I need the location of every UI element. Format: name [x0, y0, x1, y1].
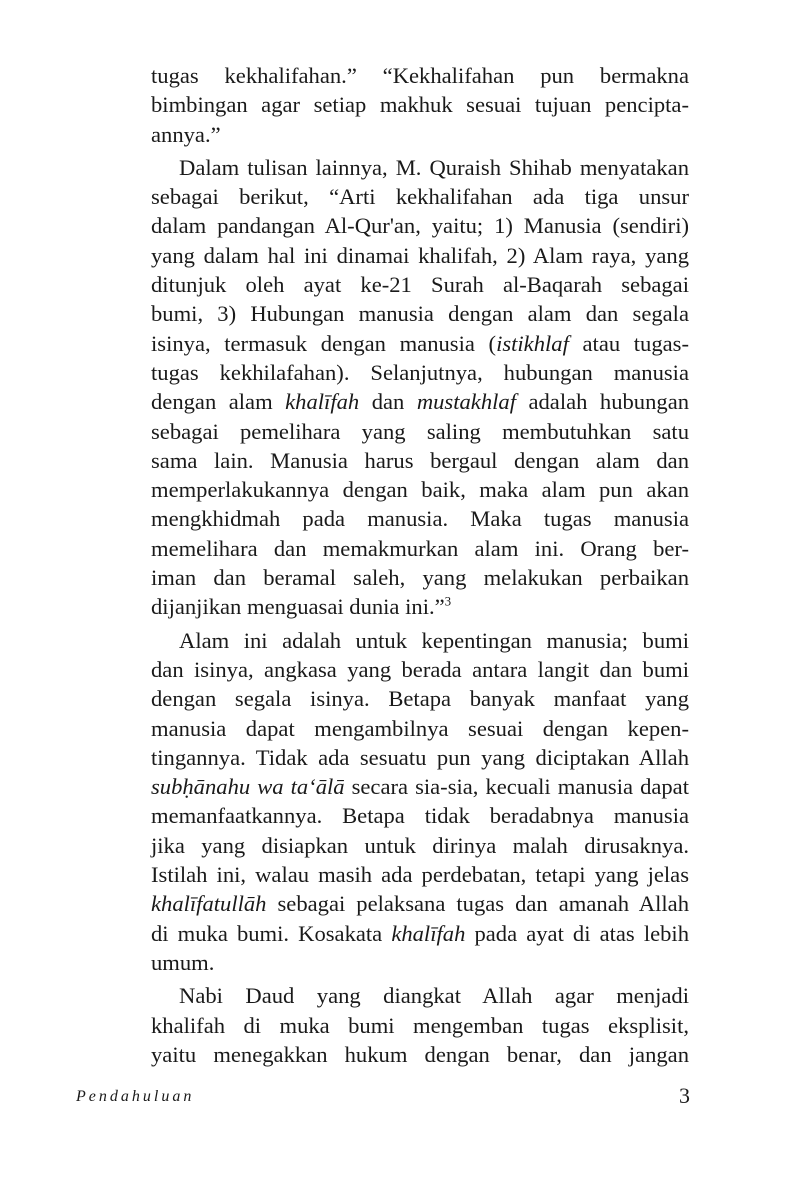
- text-line: [151, 329, 689, 358]
- text-segment: jika yang disiapkan untuk dirinya malah dirusaknya.: [151, 832, 689, 858]
- text-line: [151, 981, 689, 1010]
- paragraph-2: [151, 153, 689, 622]
- text-line: [151, 61, 689, 90]
- text-segment: memelihara dan memakmurkan alam ini. Orang ber-: [151, 535, 689, 561]
- body-text: [151, 61, 689, 1069]
- text-segment: isinya, termasuk dengan manusia (: [151, 330, 497, 356]
- text-line: [151, 1040, 689, 1069]
- text-segment: Nabi Daud yang diangkat Allah agar menjadi: [179, 983, 689, 1009]
- running-footer-section: Pendahuluan: [76, 1088, 195, 1105]
- text-segment: bumi, 3) Hubungan manusia dengan alam dan segala: [151, 301, 689, 327]
- text-line: [151, 684, 689, 713]
- text-segment: dan: [359, 389, 417, 415]
- text-line: [151, 534, 689, 563]
- text-segment: memperlakukannya dengan baik, maka alam pun akan: [151, 477, 689, 503]
- text-line: [151, 446, 689, 475]
- text-segment: secara sia-sia, kecuali manusia dapat: [344, 774, 689, 800]
- text-segment: iman dan beramal saleh, yang melakukan perbaikan: [151, 565, 689, 591]
- text-segment: Alam ini adalah untuk kepentingan manusia; bumi: [179, 627, 689, 653]
- text-line: [151, 655, 689, 684]
- text-segment: sebagai berikut, “Arti kekhalifahan ada tiga unsur: [151, 184, 689, 210]
- text-line: [151, 1011, 689, 1040]
- italic-term: khalīfah: [391, 920, 466, 946]
- text-segment: annya.”: [151, 121, 221, 147]
- text-line: [151, 772, 689, 801]
- text-segment: umum.: [151, 949, 215, 975]
- text-segment: Dalam tulisan lainnya, M. Quraish Shihab menyatakan: [179, 154, 689, 180]
- text-segment: mengkhidmah pada manusia. Maka tugas manusia: [151, 506, 689, 532]
- text-line: [151, 714, 689, 743]
- text-segment: atau tugas-: [568, 330, 689, 356]
- text-segment: manusia dapat mengambilnya sesuai dengan kepen-: [151, 715, 689, 741]
- text-line: [151, 592, 689, 621]
- text-segment: di muka bumi. Kosakata: [151, 920, 392, 946]
- text-line: [151, 563, 689, 592]
- text-segment: bimbingan agar setiap makhuk sesuai tujuan pencipta-: [151, 92, 689, 118]
- text-segment: Istilah ini, walau masih ada perdebatan, tetapi yang jelas: [151, 862, 689, 888]
- text-line: [151, 299, 689, 328]
- text-line: [151, 90, 689, 119]
- text-line: [151, 241, 689, 270]
- text-line: [151, 120, 689, 149]
- text-line: [151, 270, 689, 299]
- text-segment: dijanjikan menguasai dunia ini.”: [151, 594, 445, 620]
- text-segment: sama lain. Manusia harus bergaul dengan alam dan: [151, 447, 689, 473]
- text-line: [151, 153, 689, 182]
- italic-term: khalīfah: [285, 389, 360, 415]
- text-segment: sebagai pelaksana tugas dan amanah Allah: [266, 891, 689, 917]
- text-line: [151, 358, 689, 387]
- text-line: [151, 417, 689, 446]
- text-line: [151, 475, 689, 504]
- text-line: [151, 948, 689, 977]
- text-segment: dengan alam: [151, 389, 286, 415]
- text-segment: dalam pandangan Al-Qur'an, yaitu; 1) Manusia (sendiri): [151, 213, 689, 239]
- italic-term: istikhlaf: [496, 330, 569, 356]
- text-segment: adalah hubungan: [515, 389, 690, 415]
- footnote-marker: 3: [444, 593, 452, 609]
- text-segment: dengan segala isinya. Betapa banyak manfaat yang: [151, 686, 689, 712]
- text-line: [151, 860, 689, 889]
- paragraph-4: [151, 981, 689, 1069]
- text-line: [151, 387, 689, 416]
- italic-term: mustakhlaf: [416, 389, 516, 415]
- text-line: [151, 504, 689, 533]
- text-segment: tugas kekhalifahan.” “Kekhalifahan pun bermakna: [151, 63, 689, 88]
- text-segment: yaitu menegakkan hukum dengan benar, dan jangan: [151, 1041, 689, 1067]
- text-line: [151, 889, 689, 918]
- text-segment: memanfaatkannya. Betapa tidak beradabnya manusia: [151, 803, 689, 829]
- text-line: [151, 182, 689, 211]
- text-line: [151, 919, 689, 948]
- text-line: [151, 626, 689, 655]
- text-segment: sebagai pemelihara yang saling membutuhkan satu: [151, 418, 689, 444]
- paragraph-3: [151, 626, 689, 978]
- text-segment: dan isinya, angkasa yang berada antara langit dan bumi: [151, 656, 689, 682]
- text-line: [151, 743, 689, 772]
- text-line: [151, 831, 689, 860]
- text-line: [151, 211, 689, 240]
- italic-term: subḥānahu wa ta‘ālā: [151, 774, 345, 800]
- text-segment: khalifah di muka bumi mengemban tugas eksplisit,: [151, 1012, 689, 1038]
- text-segment: yang dalam hal ini dinamai khalifah, 2) Alam raya, yang: [151, 242, 689, 268]
- paragraph-1: [151, 61, 689, 149]
- text-segment: tugas kekhilafahan). Selanjutnya, hubungan manusia: [151, 359, 689, 385]
- italic-term: khalīfatullāh: [151, 891, 267, 917]
- text-segment: pada ayat di atas lebih: [465, 920, 689, 946]
- text-line: [151, 801, 689, 830]
- text-segment: tingannya. Tidak ada sesuatu pun yang diciptakan Allah: [151, 744, 689, 770]
- text-segment: ditunjuk oleh ayat ke-21 Surah al-Baqarah sebagai: [151, 272, 689, 298]
- page-number: 3: [679, 1083, 690, 1108]
